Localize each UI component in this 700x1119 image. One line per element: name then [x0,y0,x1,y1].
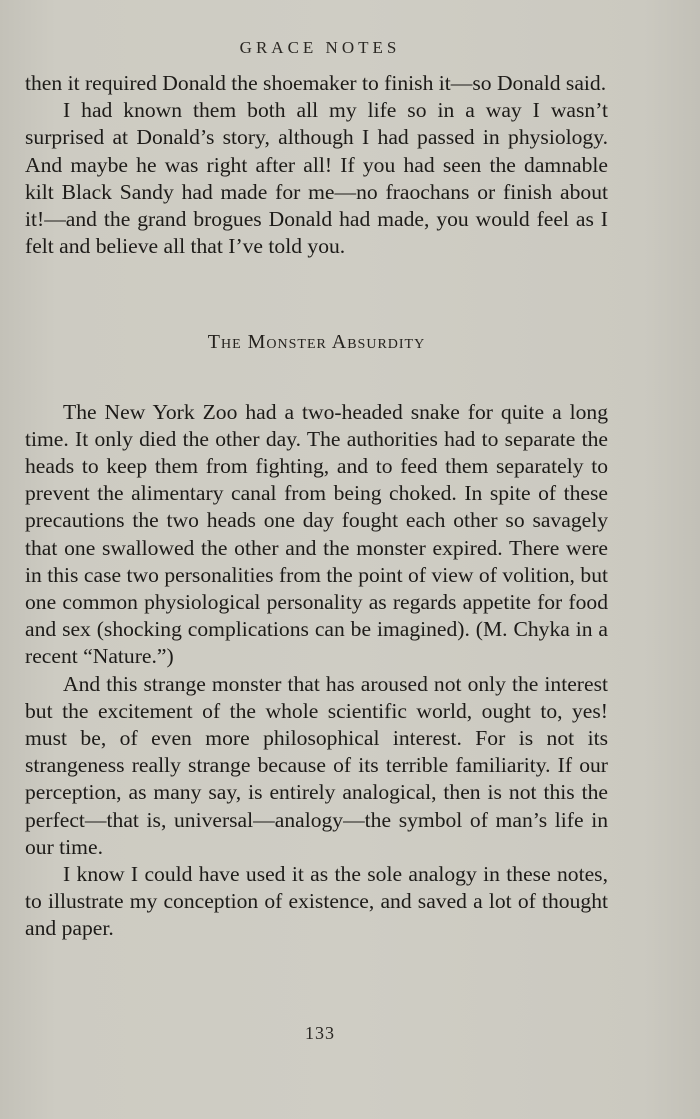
paragraph-continuation: then it required Donald the shoemaker to finish it—so Donald said. [25,71,607,95]
paragraph: The New York Zoo had a two-headed snake for quite a long time. It only died the other day. The authorities had to separate the heads to keep them from fighting, and to feed them separately to prevent the alimentary canal from being choked. In spite of these precautions the two heads one day fought each other so savagely that one swallowed the other and the monster expired. There were in this case two personalities from the point of view of volition, but one common physiological personality as regards appetite for food and sex (shocking complications can be imagined). (M. Chyka in a recent “Nature.”) [25,399,608,669]
paragraph: I had known them both all my life so in a way I wasn’t surprised at Donald’s story, although I had passed in physiology. And maybe he was right after all! If you had seen the damnable kilt Black Sandy had made for me—no fraochans or finish about it!—and the grand brogues Donald had made, you would feel as I felt and believe all that I’ve told you. [25,98,608,259]
paragraph: And this strange monster that has aroused not only the interest but the excitement of the whole scientific world, ought to, yes! must be, of even more philosophical interest. For is not its strangeness really strange because of its terrible familiarity. If our perception, as many say, is entirely analogical, then is not this the perfect—that is, universal—analogy—the symbol of man’s life in our time. [25,671,608,859]
paragraph: I know I could have used it as the sole analogy in these notes, to illustrate my conception of existence, and saved a lot of thought and paper. [25,862,608,941]
page-number: 133 [305,1023,335,1043]
running-head: GRACE NOTES [239,38,401,57]
section-title: The Monster Absurdity [207,331,426,354]
body-text [25,70,608,943]
